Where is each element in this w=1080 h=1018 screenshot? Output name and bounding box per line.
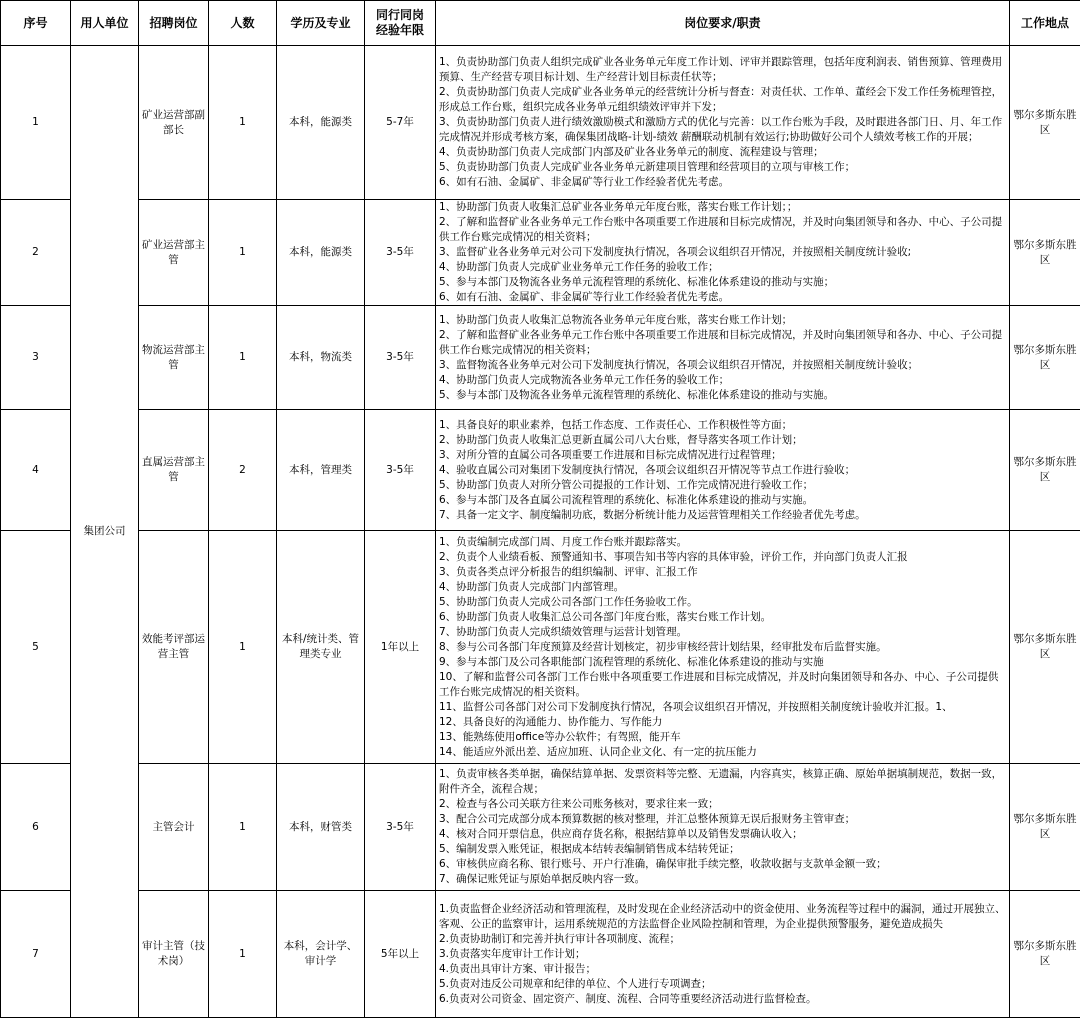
requirement-line: 6、如有石油、金属矿、非金属矿等行业工作经验者优先考虑。 xyxy=(439,290,1006,305)
requirement-line: 2、负责个人业绩看板、预警通知书、事项告知书等内容的具体审验，评价工作，并向部门负责人汇报 xyxy=(439,550,1006,565)
row-location: 鄂尔多斯东胜区 xyxy=(1010,46,1080,200)
row-index: 4 xyxy=(1,410,71,531)
requirement-line: 5、协助部门负责人完成公司各部门工作任务验收工作。 xyxy=(439,595,1006,610)
row-index: 2 xyxy=(1,200,71,306)
row-education: 本科/统计类、管理类专业 xyxy=(277,531,365,764)
row-count: 1 xyxy=(209,200,277,306)
row-education: 本科，物流类 xyxy=(277,306,365,410)
requirement-line: 3、监督物流各业务单元对公司下发制度执行情况，各项会议组织召开情况，并按照相关制度统计验收； xyxy=(439,358,1006,373)
table-row xyxy=(1,200,1080,306)
requirement-line: 5、负责协助部门负责人完成矿业各业务单元新建项目管理和经营项目的立项与审核工作； xyxy=(439,160,1006,175)
requirement-line: 4、协助部门负责人完成部门内部管理。 xyxy=(439,580,1006,595)
requirement-line: 5、参与本部门及物流各业务单元流程管理的系统化、标准化体系建设的推动与实施。 xyxy=(439,388,1006,403)
requirement-line: 12、具备良好的沟通能力、协作能力、写作能力 xyxy=(439,715,1006,730)
row-experience: 1年以上 xyxy=(365,531,436,764)
requirement-line: 2、了解和监督矿业各业务单元工作台账中各项重要工作进展和目标完成情况，并及时向集团领导和各办、中心、子公司提供工作台账完成情况的相关资料； xyxy=(439,215,1006,245)
row-education: 本科，管理类 xyxy=(277,410,365,531)
requirement-line: 6、参与本部门及各直属公司流程管理的系统化、标准化体系建设的推动与实施。 xyxy=(439,493,1006,508)
row-experience: 3-5年 xyxy=(365,410,436,531)
requirement-line: 3、负责各类点评分析报告的组织编制、评审、汇报工作 xyxy=(439,565,1006,580)
table-row xyxy=(1,410,1080,531)
requirement-line: 1、协助部门负责人收集汇总物流各业务单元年度台账，落实台账工作计划； xyxy=(439,313,1006,328)
table-row xyxy=(1,46,1080,200)
row-location: 鄂尔多斯东胜区 xyxy=(1010,891,1080,1018)
row-requirements xyxy=(436,410,1010,531)
requirement-line: 5、参与本部门及物流各业务单元流程管理的系统化、标准化体系建设的推动与实施； xyxy=(439,275,1006,290)
requirement-line: 4.负责出具审计方案、审计报告； xyxy=(439,962,1006,977)
requirement-line: 6、审核供应商名称、银行账号、开户行准确，确保审批手续完整，收款收据与支款单金额一致； xyxy=(439,857,1006,872)
requirement-line: 4、核对合同开票信息，供应商存货名称，根据结算单以及销售发票确认收入； xyxy=(439,827,1006,842)
header-location: 工作地点 xyxy=(1010,1,1080,46)
row-position: 物流运营部主管 xyxy=(139,306,209,410)
row-index: 5 xyxy=(1,531,71,764)
requirement-line: 2、协助部门负责人收集汇总更新直属公司八大台账，督导落实各项工作计划； xyxy=(439,433,1006,448)
requirement-line: 6、协助部门负责人收集汇总公司各部门年度台账，落实台账工作计划。 xyxy=(439,610,1006,625)
requirement-line: 2、检查与各公司关联方往来公司账务核对，要求往来一致； xyxy=(439,797,1006,812)
row-index: 7 xyxy=(1,891,71,1018)
header-position: 招聘岗位 xyxy=(139,1,209,46)
header-education: 学历及专业 xyxy=(277,1,365,46)
requirement-line: 1、负责审核各类单据，确保结算单据、发票资料等完整、无遗漏，内容真实，核算正确、原始单据填制规范，数据一致，附件齐全，流程合规； xyxy=(439,767,1006,797)
requirement-line: 9、参与本部门及公司各职能部门流程管理的系统化、标准化体系建设的推动与实施 xyxy=(439,655,1006,670)
row-position: 直属运营部主管 xyxy=(139,410,209,531)
requirement-line: 10、了解和监督公司各部门工作台账中各项重要工作进展和目标完成情况，并及时向集团领导和各办、中心、子公司提供工作台账完成情况的相关资料。 xyxy=(439,670,1006,700)
requirement-line: 1、负责编制完成部门周、月度工作台账并跟踪落实。 xyxy=(439,535,1006,550)
row-position: 矿业运营部主管 xyxy=(139,200,209,306)
requirement-line: 5、协助部门负责人对所分管公司提报的工作计划、工作完成情况进行验收工作； xyxy=(439,478,1006,493)
requirement-line: 3、配合公司完成部分成本预算数据的核对整理，并汇总整体预算无误后报财务主管审查； xyxy=(439,812,1006,827)
header-experience xyxy=(365,1,436,46)
requirement-line: 7、具备一定文字、制度编制功底，数据分析统计能力及运营管理相关工作经验者优先考虑。 xyxy=(439,508,1006,523)
requirement-line: 5.负责对违反公司规章和纪律的单位、个人进行专项调查； xyxy=(439,977,1006,992)
requirement-line: 3、对所分管的直属公司各项重要工作进展和目标完成情况进行过程管理； xyxy=(439,448,1006,463)
row-experience: 5-7年 xyxy=(365,46,436,200)
requirement-line: 7、协助部门负责人完成织绩效管理与运营计划管理。 xyxy=(439,625,1006,640)
row-requirements xyxy=(436,891,1010,1018)
requirement-line: 4、负责协助部门负责人完成部门内部及矿业各业务单元的制度、流程建设与管理； xyxy=(439,145,1006,160)
row-experience: 5年以上 xyxy=(365,891,436,1018)
requirement-line: 2、负责协助部门负责人完成矿业各业务单元的经营统计分析与督查：对责任状、工作单、董经会下发工作任务梳理管控，形成总工作台账，组织完成各业务单元组织绩效评审并下发； xyxy=(439,85,1006,115)
requirement-line: 6.负责对公司资金、固定资产、制度、流程、合同等重要经济活动进行监督检查。 xyxy=(439,992,1006,1007)
table-row xyxy=(1,891,1080,1018)
row-requirements xyxy=(436,200,1010,306)
row-count: 1 xyxy=(209,891,277,1018)
header-row xyxy=(1,1,1080,46)
row-position: 审计主管（技术岗） xyxy=(139,891,209,1018)
row-count: 1 xyxy=(209,306,277,410)
row-education: 本科，能源类 xyxy=(277,46,365,200)
row-position: 效能考评部运营主管 xyxy=(139,531,209,764)
requirement-line: 14、能适应外派出差、适应加班、认同企业文化、有一定的抗压能力 xyxy=(439,745,1006,760)
requirement-line: 2、了解和监督矿业各业务单元工作台账中各项重要工作进展和目标完成情况，并及时向集团领导和各办、中心、子公司提供工作台账完成情况的相关资料； xyxy=(439,328,1006,358)
header-experience-line2: 经验年限 xyxy=(368,23,432,38)
header-index: 序号 xyxy=(1,1,71,46)
row-index: 1 xyxy=(1,46,71,200)
table-row xyxy=(1,764,1080,891)
requirement-line: 4、协助部门负责人完成物流各业务单元工作任务的验收工作； xyxy=(439,373,1006,388)
requirement-line: 8、参与公司各部门年度预算及经营计划核定，初步审核经营计划结果，经审批发布后监督实施。 xyxy=(439,640,1006,655)
table-row xyxy=(1,306,1080,410)
requirement-line: 4、协助部门负责人完成矿业业务单元工作任务的验收工作； xyxy=(439,260,1006,275)
row-requirements xyxy=(436,764,1010,891)
row-count: 1 xyxy=(209,764,277,891)
table-row xyxy=(1,531,1080,764)
requirement-line: 5、编制发票入账凭证，根据成本结转表编制销售成本结转凭证； xyxy=(439,842,1006,857)
header-count: 人数 xyxy=(209,1,277,46)
requirement-line: 4、验收直属公司对集团下发制度执行情况，各项会议组织召开情况等节点工作进行验收； xyxy=(439,463,1006,478)
row-experience: 3-5年 xyxy=(365,764,436,891)
row-requirements xyxy=(436,306,1010,410)
requirement-line: 3.负责落实年度审计工作计划； xyxy=(439,947,1006,962)
requirement-line: 1、具备良好的职业素养，包括工作态度、工作责任心、工作积极性等方面； xyxy=(439,418,1006,433)
header-experience-line1: 同行同岗 xyxy=(368,8,432,23)
requirement-line: 11、监督公司各部门对公司下发制度执行情况，各项会议组织召开情况，并按照相关制度统计验收并汇报。1、 xyxy=(439,700,1006,715)
requirement-line: 3、负责协助部门负责人进行绩效激励模式和激励方式的优化与完善：以工作台账为手段，及时跟进各部门日、月、年工作完成情况并形成考核方案，确保集团战略-计划-绩效 薪酬联动机制有效运行;协助做好公司个人绩效考核工作的开展； xyxy=(439,115,1006,145)
row-count: 1 xyxy=(209,46,277,200)
row-location: 鄂尔多斯东胜区 xyxy=(1010,531,1080,764)
row-education: 本科，会计学、审计学 xyxy=(277,891,365,1018)
header-unit: 用人单位 xyxy=(71,1,139,46)
row-education: 本科，财管类 xyxy=(277,764,365,891)
requirement-line: 13、能熟练使用office等办公软件；有驾照，能开车 xyxy=(439,730,1006,745)
requirement-line: 3、监督矿业各业务单元对公司下发制度执行情况，各项会议组织召开情况，并按照相关制度统计验收; xyxy=(439,245,1006,260)
requirement-line: 7、确保记账凭证与原始单据反映内容一致。 xyxy=(439,872,1006,887)
requirement-line: 6、如有石油、金属矿、非金属矿等行业工作经验者优先考虑。 xyxy=(439,175,1006,190)
row-location: 鄂尔多斯东胜区 xyxy=(1010,200,1080,306)
row-location: 鄂尔多斯东胜区 xyxy=(1010,764,1080,891)
row-experience: 3-5年 xyxy=(365,200,436,306)
row-requirements xyxy=(436,46,1010,200)
requirement-line: 2.负责协助制订和完善并执行审计各项制度、流程； xyxy=(439,932,1006,947)
row-index: 3 xyxy=(1,306,71,410)
unit-cell: 集团公司 xyxy=(71,46,139,1018)
row-location: 鄂尔多斯东胜区 xyxy=(1010,306,1080,410)
row-position: 矿业运营部副部长 xyxy=(139,46,209,200)
row-count: 2 xyxy=(209,410,277,531)
requirement-line: 1.负责监督企业经济活动和管理流程，及时发现在企业经济活动中的资金使用、业务流程等过程中的漏洞，通过开展独立、客观、公正的监察审计，运用系统规范的方法监督企业风险控制和管理，为企业提供预警服务，避免造成损失 xyxy=(439,902,1006,932)
row-position: 主管会计 xyxy=(139,764,209,891)
requirement-line: 1、负责协助部门负责人组织完成矿业各业务单元年度工作计划、评审并跟踪管理，包括年度利润表、销售预算、管理费用预算、生产经营专项目标计划、生产经营计划目标责任状等； xyxy=(439,55,1006,85)
requirement-line: 1、协助部门负责人收集汇总矿业各业务单元年度台账，落实台账工作计划；； xyxy=(439,200,1006,215)
row-education: 本科，能源类 xyxy=(277,200,365,306)
row-count: 1 xyxy=(209,531,277,764)
header-requirements: 岗位要求/职责 xyxy=(436,1,1010,46)
row-experience: 3-5年 xyxy=(365,306,436,410)
row-requirements xyxy=(436,531,1010,764)
row-index: 6 xyxy=(1,764,71,891)
row-location: 鄂尔多斯东胜区 xyxy=(1010,410,1080,531)
